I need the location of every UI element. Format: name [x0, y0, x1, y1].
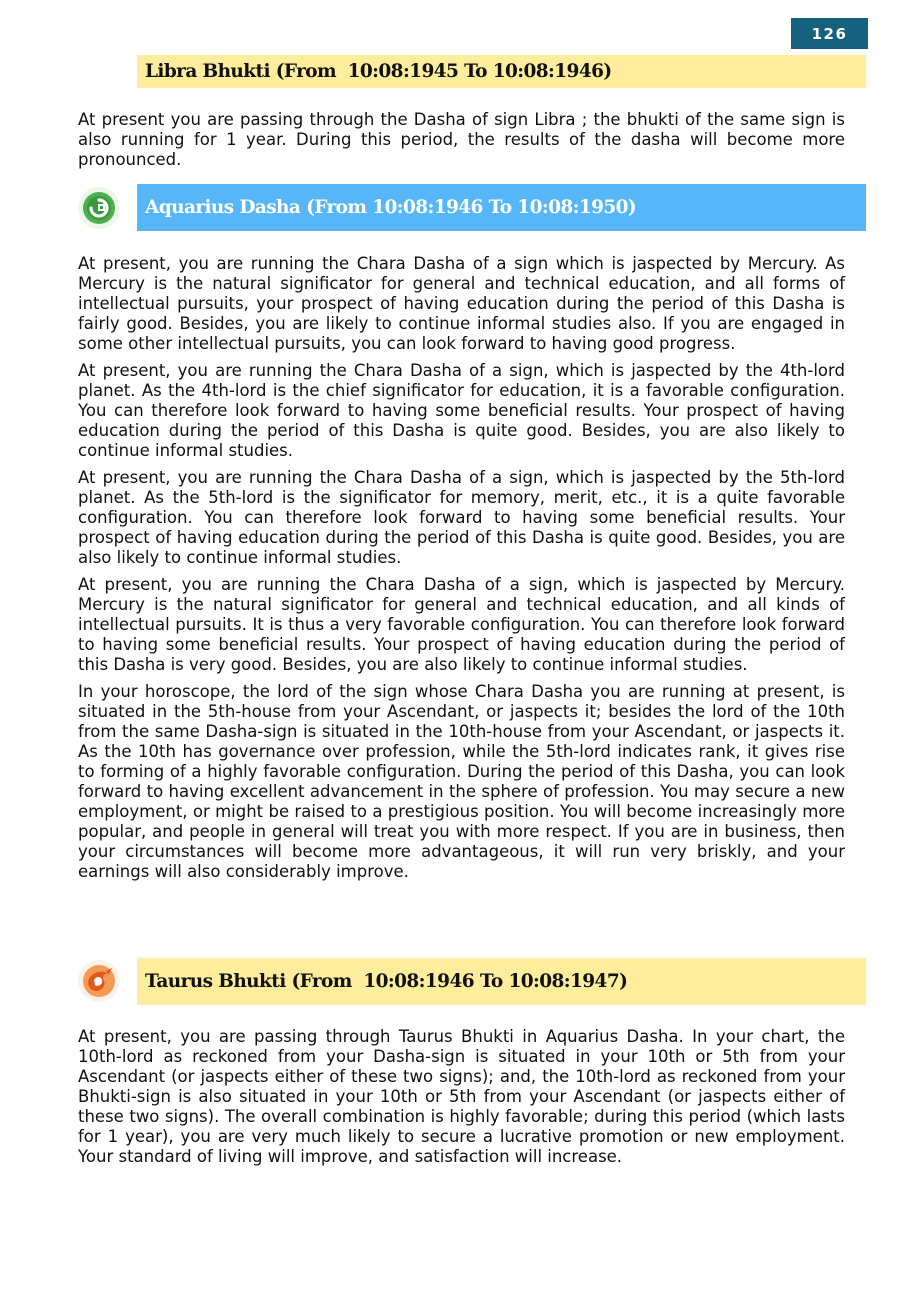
aquarius-sign-icon — [76, 185, 122, 231]
aquarius-paragraph-4: At present, you are running the Chara Dasha of a sign, which is jaspected by Mercury. Mercury is the natural significator for general and technical education, and all kinds of intellectual pursuits. It is thus a very favorable configuration. You can therefore look forward to having some beneficial results. Your prospect of having education during the period of this Dasha is very good. Besides, you are also likely to continue informal studies. — [78, 575, 845, 674]
libra-bhukti-heading: Libra Bhukti (From 10:08:1945 To 10:08:1946) — [137, 55, 866, 88]
aquarius-paragraph-5: In your horoscope, the lord of the sign whose Chara Dasha you are running at present, is situated in the 5th-house from your Ascendant, or jaspects it; besides the lord of the 10th from the same Dasha-sign is situated in the 10th-house from your Ascendant, or jaspects it. As the 10th has governance over profession, while the 5th-lord indicates rank, it gives rise to forming of a highly favorable configuration. During the period of this Dasha, you can look forward to having excellent advancement in the sphere of profession. You may secure a new employment, or might be raised to a prestigious position. You will become increasingly more popular, and people in general will treat you with more respect. If you are in business, then your circumstances will become more advantageous, it will run very briskly, and your earnings will also considerably improve. — [78, 682, 845, 881]
taurus-bhukti-paragraph: At present, you are passing through Taurus Bhukti in Aquarius Dasha. In your chart, the 10th-lord as reckoned from your Dasha-sign is situated in your 10th or 5th from your Ascendant (or jaspects either of these two signs); and, the 10th-lord as reckoned from your Bhukti-sign is also situated in your 10th or 5th from your Ascendant (or jaspects either of these two signs). The overall combination is highly favorable; during this period (which lasts for 1 year), you are very much likely to secure a lucrative promotion or new employment. Your standard of living will improve, and satisfaction will increase. — [78, 1027, 845, 1166]
taurus-sign-icon — [76, 958, 122, 1004]
aquarius-dasha-text — [78, 254, 845, 889]
aquarius-paragraph-1: At present, you are running the Chara Dasha of a sign which is jaspected by Mercury. As Mercury is the natural significator for general and technical education, and all forms of intellectual pursuits, your prospect of having education during the period of this Dasha is fairly good. Besides, you are likely to continue informal studies also. If you are engaged in some other intellectual pursuits, you can look forward to having good progress. — [78, 254, 845, 353]
aquarius-paragraph-2: At present, you are running the Chara Dasha of a sign, which is jaspected by the 4th-lord planet. As the 4th-lord is the chief significator for education, it is a favorable configuration. You can therefore look forward to having some beneficial results. Your prospect of having education during the period of this Dasha is quite good. Besides, you are also likely to continue informal studies. — [78, 361, 845, 460]
aquarius-dasha-heading: Aquarius Dasha (From 10:08:1946 To 10:08:1950) — [137, 184, 866, 231]
aquarius-paragraph-3: At present, you are running the Chara Dasha of a sign, which is jaspected by the 5th-lord planet. As the 5th-lord is the significator for memory, merit, etc., it is a quite favorable configuration. You can therefore look forward to having some beneficial results. Your prospect of having education during the period of this Dasha is quite good. Besides, you are also likely to continue informal studies. — [78, 468, 845, 567]
libra-bhukti-paragraph: At present you are passing through the Dasha of sign Libra ; the bhukti of the same sign is also running for 1 year. During this period, the results of the dasha will become more pronounced. — [78, 110, 845, 169]
page-number: 126 — [791, 18, 868, 49]
taurus-bhukti-heading: Taurus Bhukti (From 10:08:1946 To 10:08:1947) — [137, 958, 866, 1005]
